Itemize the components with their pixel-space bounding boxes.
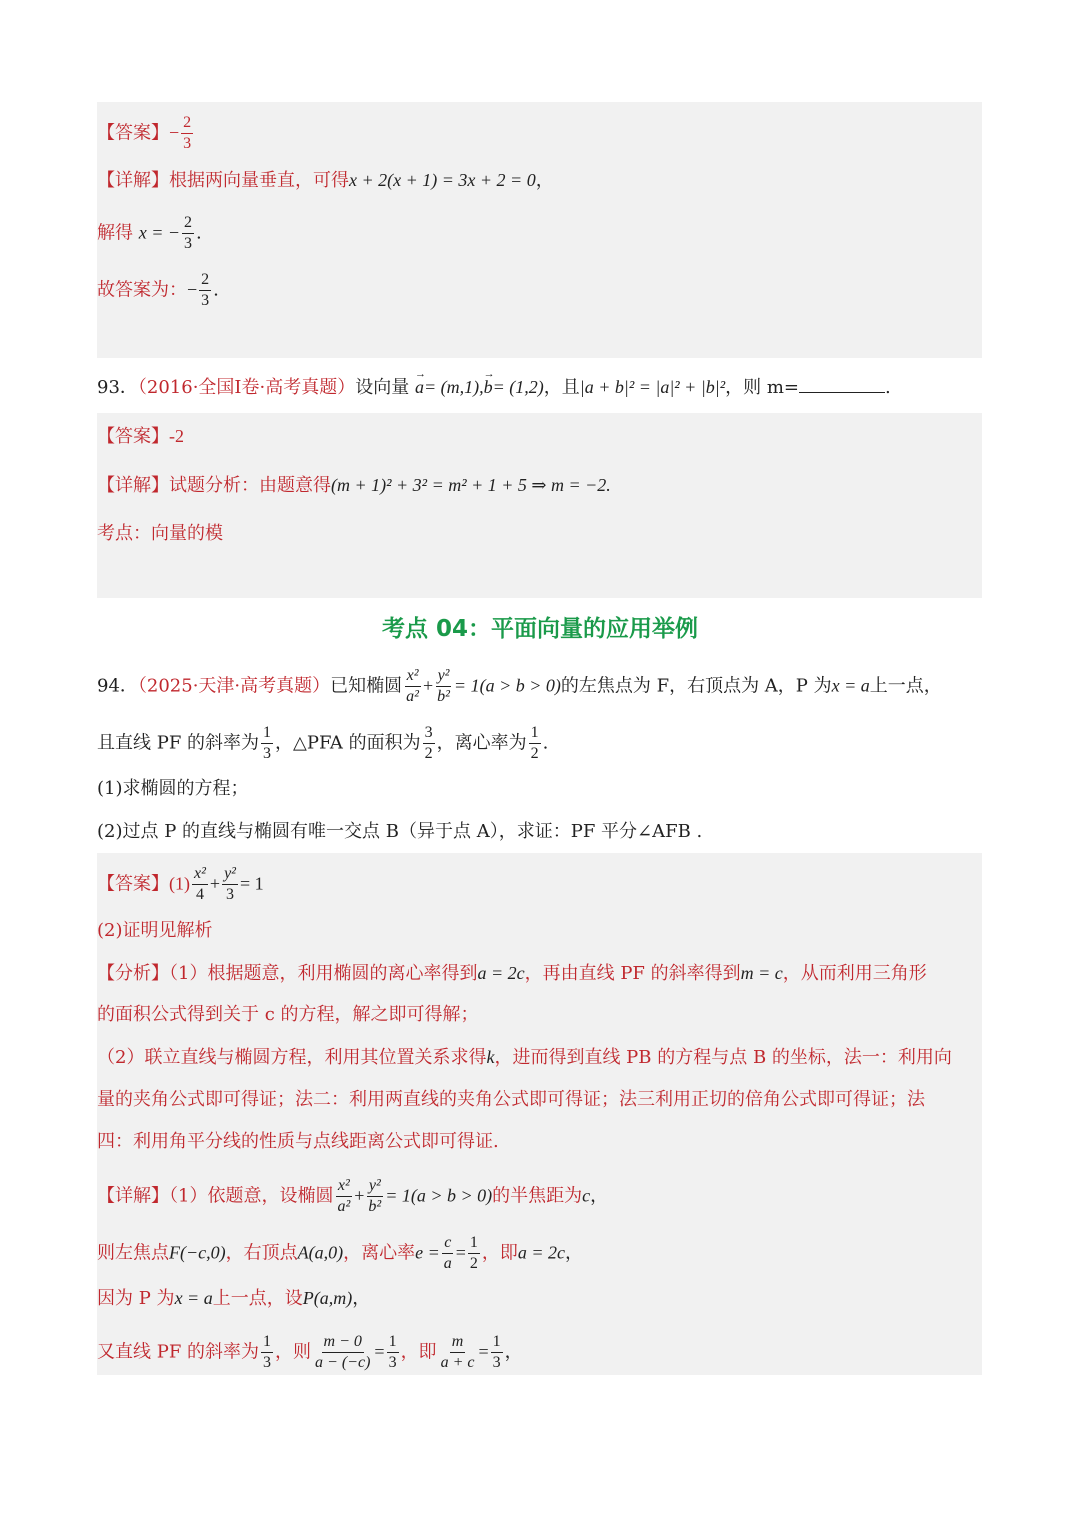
q94-analysis-line-3: （2）联立直线与椭圆方程，利用其位置关系求得k，进而得到直线 PB 的方程与点 B 的坐标，法一：利用向 [97, 1047, 952, 1068]
fraction: $\frac{3}{2}$ [424, 724, 433, 762]
q94-detail-line-4: 又直线 PF 的斜率为 $\frac{1}{3}$ ，则 $\frac{m - 0}{a - (-c)}$ = $\frac{1}{3}$ ，即 $\frac{m}{a + c}$ = $\frac{1}{3}$ ， [97, 1333, 523, 1371]
fraction: $\frac{1}{3}$ [263, 724, 272, 762]
answer-blank [799, 372, 885, 393]
fraction: $\frac{1}{2}$ [530, 724, 539, 762]
fraction: $\frac{m}{a + c}$ [440, 1333, 475, 1371]
fraction: $\frac{m - 0}{a - (-c)}$ [315, 1333, 371, 1371]
q93-answer-line: 【答案】-2 [97, 426, 184, 447]
q94-part-1: (1)求椭圆的方程； [97, 778, 249, 799]
fraction: $\frac{\text{x²}}{\text{a²}}$ [337, 1177, 351, 1215]
fraction: $\frac{1}{2}$ [469, 1234, 478, 1272]
q94-detail-line-2: 则左焦点F(−c,0)，右顶点A(a,0)，离心率e = $\frac{c}{a}$ = $\frac{1}{2}$ ，即a = 2c， [97, 1234, 584, 1272]
q94-analysis-line-1: 【分析】（1）根据题意，利用椭圆的离心率得到a = 2c，再由直线 PF 的斜率得到m = c，从而利用三角形 [97, 963, 927, 984]
fraction: $\frac{\text{y²}}{3}$ [224, 865, 236, 903]
fraction: $\frac{c}{a}$ [443, 1234, 452, 1272]
q93-knowledge-line: 考点：向量的模 [97, 523, 223, 544]
q93-question: 93．（2016·全国Ⅰ卷·高考真题）设向量 → a= (m,1),→ b= (1,2)，且|a + b|² = |a|² + |b|²，则 m= . [97, 372, 891, 402]
q94-question-line-1: 94．（2025·天津·高考真题）已知椭圆 $\frac{\text{x²}}{\text{a²}}$ + $\frac{\text{y²}}{\text{b²}}$ = 1(a > b > 0)的左焦点为 F，右顶点为 A，P 为x = a上一点， [97, 667, 942, 705]
q93-detail-line: 【详解】试题分析：由题意得(m + 1)² + 3² = m² + 1 + 5 ⇒ m = −2. [97, 475, 611, 496]
section-title: 考点 04：平面向量的应用举例 [381, 616, 698, 642]
q94-detail-line-3: 因为 P 为x = a上一点，设P(a,m)， [97, 1288, 371, 1309]
fraction: $\frac{1}{3}$ [388, 1333, 397, 1371]
fraction: $\frac{\text{y²}}{\text{b²}}$ [368, 1177, 382, 1215]
q92-detail-line: 【详解】根据两向量垂直，可得x + 2(x + 1) = 3x + 2 = 0， [97, 170, 554, 191]
fraction: $\frac{2}{3}$ [201, 271, 210, 309]
q94-answer-line: 【答案】(1) $\frac{\text{x²}}{4}$ + $\frac{\text{y²}}{3}$ = 1 [97, 865, 264, 903]
question-source: （2016·全国Ⅰ卷·高考真题） [137, 377, 356, 398]
analysis-label: 【分析】 [97, 963, 169, 984]
detail-label: 【详解】 [97, 475, 169, 496]
question-source: （2025·天津·高考真题） [137, 675, 331, 697]
fraction: $\frac{2}{3}$ [184, 214, 193, 252]
q92-solve-line: 解得 x = − $\frac{2}{3}$ . [97, 214, 202, 252]
q94-analysis-line-2: 的面积公式得到关于 c 的方程，解之即可得解； [97, 1004, 479, 1025]
q94-part-2: (2)过点 P 的直线与椭圆有唯一交点 B（异于点 A），求证：PF 平分∠AFB . [97, 821, 703, 842]
answer-block-q93 [97, 413, 982, 598]
fraction: $\frac{\text{x²}}{4}$ [194, 865, 206, 903]
q94-detail-line-1: 【详解】（1）依题意，设椭圆 $\frac{\text{x²}}{\text{a²}}$ + $\frac{\text{y²}}{\text{b²}}$ = 1(a > b > 0)的半焦距为c， [97, 1177, 609, 1215]
q92-answer-line: 【答案】− $\frac{2}{3}$ [97, 114, 192, 152]
answer-label: 【答案】 [97, 873, 169, 895]
answer-label: 【答案】 [97, 122, 169, 144]
fraction: $\frac{1}{3}$ [492, 1333, 501, 1371]
q94-analysis-line-4: 量的夹角公式即可得证；法二：利用两直线的夹角公式即可得证；法三利用正切的倍角公式即可得证；法 [97, 1089, 925, 1110]
answer-block-q92 [97, 102, 982, 358]
fraction: $\frac{\text{y²}}{\text{b²}}$ [437, 667, 450, 705]
q92-final-line: 故答案为：− $\frac{2}{3}$ . [97, 271, 219, 309]
q94-analysis-line-5: 四：利用角平分线的性质与点线距离公式即可得证. [97, 1131, 499, 1152]
answer-label: 【答案】 [97, 426, 169, 447]
fraction: $\frac{2}{3}$ [183, 114, 192, 152]
q94-answer-part-2: (2)证明见解析 [97, 920, 213, 941]
detail-label: 【详解】 [97, 1185, 169, 1207]
detail-label: 【详解】 [97, 170, 169, 191]
fraction: $\frac{1}{3}$ [263, 1333, 272, 1371]
q94-question-line-2: 且直线 PF 的斜率为 $\frac{1}{3}$ ，△PFA 的面积为 $\frac{3}{2}$ ，离心率为 $\frac{1}{2}$ . [97, 724, 549, 762]
fraction: $\frac{\text{x²}}{\text{a²}}$ [406, 667, 419, 705]
